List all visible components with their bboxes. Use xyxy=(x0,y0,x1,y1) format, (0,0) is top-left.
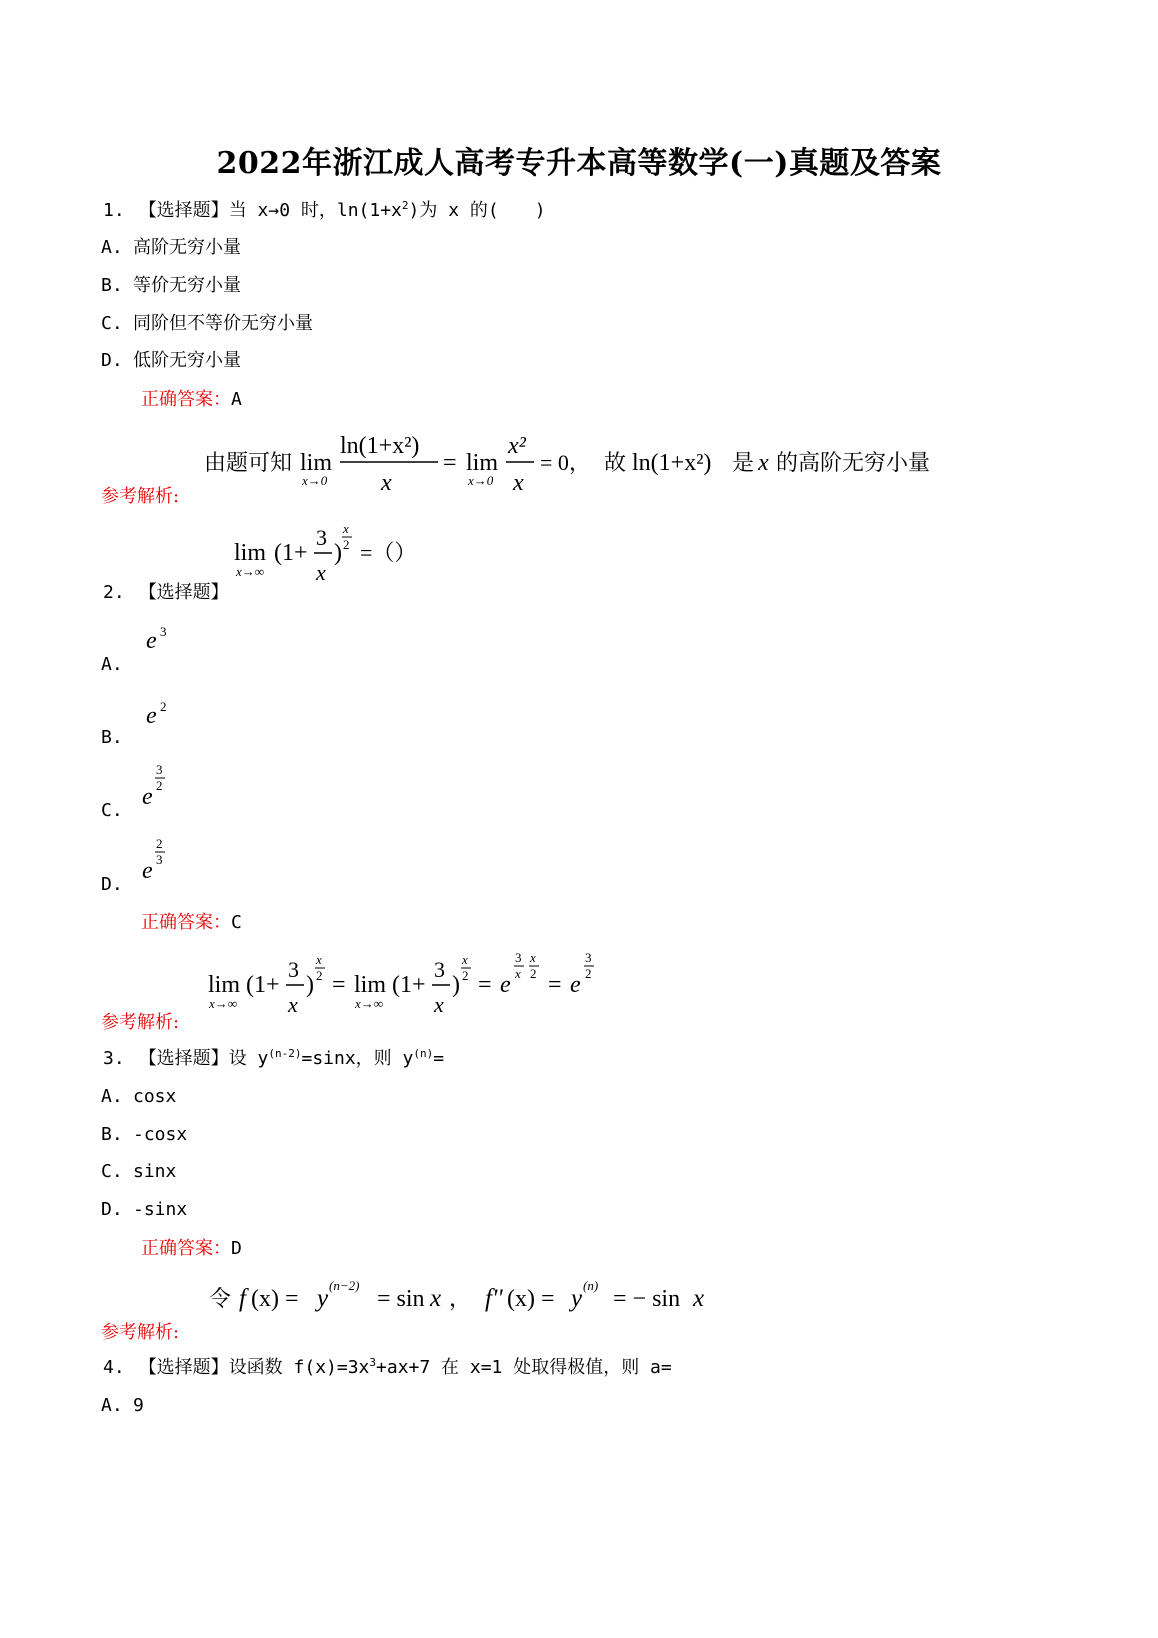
q2-analysis-formula xyxy=(204,944,624,1020)
q4-option-a xyxy=(101,1395,144,1416)
equals-sign: = xyxy=(443,450,457,476)
q1-analysis-label: 参考解析: xyxy=(101,486,180,507)
question-text: =sinx，则 y xyxy=(301,1048,414,1069)
option-text: 9 xyxy=(133,1395,144,1416)
q1-correct-answer xyxy=(141,385,242,411)
fraction-numerator: x² xyxy=(508,433,526,459)
q3-analysis-formula xyxy=(205,1270,725,1320)
question-text: 当 x→0 时，ln(1+x xyxy=(228,200,402,221)
answer-value: D xyxy=(231,1238,242,1259)
fraction-numerator: 3 xyxy=(434,957,445,982)
lim-subscript: x→∞ xyxy=(355,996,384,1011)
question-text: )为 x 的( ) xyxy=(408,200,546,221)
option-text: 高阶无穷小量 xyxy=(133,237,241,258)
formula-text: 是 xyxy=(732,450,755,475)
option-label: A. xyxy=(101,237,123,258)
exp-base: e xyxy=(146,628,157,654)
question-tag: 【选择题】 xyxy=(138,582,229,603)
lim-symbol: lim xyxy=(466,450,499,476)
q1-option-a xyxy=(101,233,241,259)
exp-base: e xyxy=(570,972,581,998)
exponent-numerator: x xyxy=(462,952,468,967)
question-tag: 【选择题】 xyxy=(138,1048,229,1069)
exponent-numerator: 3 xyxy=(585,950,592,965)
formula-text: 的高阶无穷小量 xyxy=(776,450,931,475)
exponent-numerator: 3 xyxy=(515,950,522,965)
formula-text: (x) = xyxy=(507,1286,555,1312)
exp-base: e xyxy=(142,858,153,884)
lim-symbol: lim xyxy=(354,972,387,998)
question-number: 2. xyxy=(103,582,125,603)
q1-option-b xyxy=(101,271,241,297)
lim-subscript: x→∞ xyxy=(209,996,238,1011)
fraction-numerator: ln(1+x²) xyxy=(340,433,420,459)
exp-base: e xyxy=(142,784,153,810)
exponent-numerator: 2 xyxy=(156,836,163,851)
question-3 xyxy=(103,1044,444,1070)
answer-prefix: 正确答案： xyxy=(141,389,231,410)
question-text: = xyxy=(433,1048,445,1069)
exponent-denominator: 2 xyxy=(343,537,350,552)
exp-base: e xyxy=(146,703,157,729)
formula-text: ) xyxy=(452,972,460,998)
page-title: 2022年浙江成人高考专升本高等数学(一)真题及答案 xyxy=(216,146,942,181)
option-label: C. xyxy=(101,1161,123,1182)
q3-option-b xyxy=(101,1124,187,1145)
option-text: 等价无穷小量 xyxy=(133,275,241,296)
option-label: A. xyxy=(101,1086,123,1107)
equals-sign: = xyxy=(478,972,492,998)
q2-option-d-label: D. xyxy=(101,874,123,895)
exponent-numerator: x xyxy=(530,950,536,965)
q3-option-a xyxy=(101,1086,176,1107)
answer-prefix: 正确答案： xyxy=(141,912,231,933)
question-1 xyxy=(103,196,546,222)
formula-variable: y xyxy=(317,1285,329,1312)
question-number: 3. xyxy=(103,1048,125,1069)
exp-power: 2 xyxy=(160,699,167,714)
fraction-denominator: x xyxy=(288,992,298,1017)
q1-option-c xyxy=(101,309,313,335)
lim-symbol: lim xyxy=(234,540,267,566)
q2-option-d-formula xyxy=(140,832,190,884)
option-label: D. xyxy=(101,1199,123,1220)
q2-analysis-label: 参考解析: xyxy=(101,1012,180,1033)
answer-value: C xyxy=(231,912,242,933)
lim-symbol: lim xyxy=(208,972,241,998)
formula-text: (x) = xyxy=(251,1286,299,1312)
question-text: +ax+7 在 x=1 处取得极值，则 a= xyxy=(376,1357,672,1378)
question-number: 4. xyxy=(103,1357,125,1378)
formula-text: = − sin xyxy=(613,1286,681,1312)
formula-variable: x xyxy=(758,450,769,476)
question-tag: 【选择题】 xyxy=(138,1357,229,1378)
q2-option-a-label: A. xyxy=(101,654,123,675)
fraction-denominator: x xyxy=(381,470,392,496)
fraction-denominator: x xyxy=(434,992,444,1017)
equals-sign: = xyxy=(332,972,346,998)
question-text: 设函数 f(x)=3x xyxy=(228,1357,370,1378)
option-text: sinx xyxy=(133,1161,177,1182)
option-text: 低阶无穷小量 xyxy=(133,350,241,371)
formula-text: 故 xyxy=(604,450,627,475)
fraction-denominator: x xyxy=(316,560,326,585)
option-label: C. xyxy=(101,313,123,334)
q3-option-c xyxy=(101,1161,176,1182)
q3-correct-answer xyxy=(141,1234,242,1260)
formula-text: =（） xyxy=(360,540,417,565)
q1-analysis-formula xyxy=(200,420,960,500)
exponent-numerator: x xyxy=(316,952,322,967)
q1-option-d xyxy=(101,346,241,372)
formula-text: ， xyxy=(449,1286,472,1311)
superscript: (n) xyxy=(583,1278,599,1293)
formula-variable: x xyxy=(430,1285,442,1312)
formula-text: (1+ xyxy=(246,972,280,998)
equals-sign: = xyxy=(548,972,562,998)
exponent-denominator: 2 xyxy=(156,778,163,793)
superscript: (n-2) xyxy=(268,1047,302,1060)
exponent-numerator: 3 xyxy=(156,762,163,777)
option-label: A. xyxy=(101,1395,123,1416)
equals-zero: = 0， xyxy=(540,450,591,475)
option-text: -sinx xyxy=(133,1199,188,1220)
q2-option-b-label: B. xyxy=(101,727,123,748)
formula-text: = sin xyxy=(377,1286,425,1312)
answer-value: A xyxy=(231,389,242,410)
exp-power: 3 xyxy=(160,624,167,639)
exp-base: e xyxy=(500,972,511,998)
q2-option-b-formula xyxy=(140,693,190,733)
q2-option-a-formula xyxy=(140,618,190,658)
option-label: B. xyxy=(101,1124,123,1145)
fraction-numerator: 3 xyxy=(316,525,327,550)
superscript: (n−2) xyxy=(329,1278,360,1293)
option-label: B. xyxy=(101,275,123,296)
fraction-denominator: x xyxy=(513,470,524,496)
lim-subscript: x→0 xyxy=(468,473,494,488)
formula-variable: x xyxy=(693,1285,705,1312)
q2-option-c-formula xyxy=(140,758,190,810)
superscript: (n) xyxy=(413,1047,434,1060)
formula-text: (1+ xyxy=(274,540,308,566)
exponent-denominator: 2 xyxy=(462,968,469,983)
formula-expression: ln(1+x²) xyxy=(632,450,712,476)
exponent-denominator: 2 xyxy=(530,966,537,981)
option-text: 同阶但不等价无穷小量 xyxy=(133,313,313,334)
option-text: -cosx xyxy=(133,1124,188,1145)
q2-option-c-label: C. xyxy=(101,800,123,821)
q2-stem-formula xyxy=(230,518,460,588)
fraction-numerator: 3 xyxy=(288,957,299,982)
lim-subscript: x→∞ xyxy=(236,564,265,579)
lim-subscript: x→0 xyxy=(302,473,328,488)
q2-correct-answer xyxy=(141,908,242,934)
q3-option-d xyxy=(101,1199,187,1220)
formula-text: ) xyxy=(306,972,314,998)
option-text: cosx xyxy=(133,1086,177,1107)
lim-symbol: lim xyxy=(300,450,333,476)
formula-text: ) xyxy=(334,540,342,566)
question-text: 设 y xyxy=(228,1048,269,1069)
option-label: D. xyxy=(101,350,123,371)
formula-text: 由题可知 xyxy=(204,450,293,475)
formula-text: 令 xyxy=(209,1286,232,1311)
exponent-numerator: x xyxy=(343,521,349,536)
function-name: f'' xyxy=(485,1285,503,1312)
formula-variable: y xyxy=(571,1285,583,1312)
superscript: 2 xyxy=(401,199,409,212)
q3-analysis-label: 参考解析: xyxy=(101,1322,180,1343)
answer-prefix: 正确答案： xyxy=(141,1238,231,1259)
question-tag: 【选择题】 xyxy=(138,200,229,221)
superscript: 3 xyxy=(369,1356,377,1369)
question-2 xyxy=(103,578,229,604)
exponent-denominator: 3 xyxy=(156,852,163,867)
function-name: f xyxy=(239,1285,246,1312)
exponent-denominator: x xyxy=(515,966,521,981)
exponent-denominator: 2 xyxy=(316,968,323,983)
question-number: 1. xyxy=(103,200,125,221)
formula-text: (1+ xyxy=(392,972,426,998)
exponent-denominator: 2 xyxy=(585,966,592,981)
question-4 xyxy=(103,1353,672,1379)
